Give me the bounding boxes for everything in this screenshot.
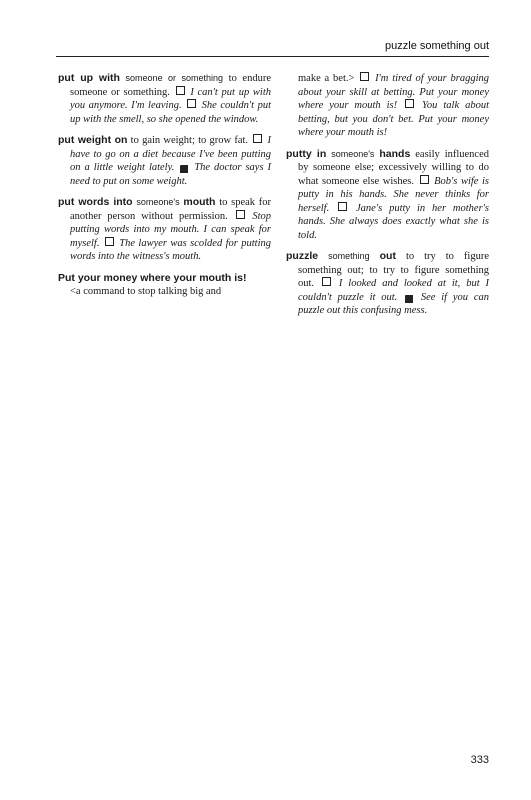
example-marker-icon: [405, 99, 414, 108]
headword: put up with: [58, 72, 120, 84]
example-marker-icon: [187, 99, 196, 108]
dictionary-entry: [286, 148, 489, 243]
example-marker-icon: [236, 210, 245, 219]
headword: out: [379, 250, 396, 262]
example-sentence: I can't put up with you anymore. I'm leaving.: [70, 86, 271, 111]
transformation-marker-icon: T: [180, 165, 188, 173]
definition: to try to figure something out; to try to figure something out.: [298, 251, 490, 289]
headword: putty in: [286, 147, 327, 160]
example-sentence: I have to go on a diet because I've been putting on a little weight lately.: [70, 135, 271, 173]
dictionary-entry-continued: [286, 72, 489, 140]
dictionary-entry: [58, 72, 271, 126]
example-sentence: Bob's wife is putty in his hands. She never thinks for herself.: [298, 175, 490, 214]
dictionary-entry: [58, 272, 271, 299]
example-marker-icon: [176, 86, 185, 95]
example-sentence: She couldn't put up with the smell, so she opened the window.: [70, 100, 272, 125]
example-marker-icon: [105, 237, 114, 246]
headword-variable: someone's: [331, 148, 375, 159]
headword: put weight on: [58, 134, 128, 146]
headword: put words into: [58, 196, 133, 208]
example-marker-icon: [360, 72, 369, 81]
headword-variable: someone or something: [125, 73, 224, 83]
example-sentence: You talk about betting, but you don't bet. Put your money where your mouth is!: [298, 100, 489, 138]
definition: to gain weight; to grow fat.: [127, 135, 249, 146]
example-sentence: The doctor says I need to put on some weight.: [70, 162, 272, 187]
headword: Put your money where your mouth is!: [58, 271, 247, 284]
example-sentence: Stop putting words into my mouth. I can speak for myself.: [70, 210, 271, 249]
definition: make a bet.>: [298, 73, 355, 84]
left-column: [58, 72, 271, 307]
header-rule: [56, 56, 489, 57]
example-sentence: The lawyer was scolded for putting words into the witness's mouth.: [70, 237, 272, 262]
example-marker-icon: [420, 175, 429, 184]
example-sentence: I'm tired of your bragging about your skill at betting. Put your money where your mouth is!: [298, 73, 490, 111]
definition: to endure someone or something.: [70, 73, 271, 98]
headword: hands: [379, 147, 411, 160]
example-sentence: See if you can puzzle out this confusing mess.: [298, 291, 490, 316]
headword: mouth: [183, 196, 216, 208]
headword-variable: someone's: [136, 197, 180, 207]
headword-variable: something: [328, 251, 370, 261]
definition: to speak for another person without permission.: [70, 197, 272, 222]
transformation-marker-icon: T: [405, 295, 413, 303]
example-sentence: I looked and looked at it, but I couldn't puzzle it out.: [298, 278, 490, 303]
example-marker-icon: [253, 134, 262, 143]
page-number: 333: [470, 754, 489, 766]
example-marker-icon: [322, 277, 331, 286]
dictionary-entry: [58, 134, 271, 188]
dictionary-entry: [58, 196, 271, 264]
running-head: puzzle something out: [385, 40, 489, 52]
definition: <a command to stop talking big and: [70, 286, 222, 297]
right-column: [286, 72, 489, 326]
headword: puzzle: [286, 250, 319, 262]
dictionary-entry: [286, 250, 489, 318]
example-marker-icon: [338, 202, 347, 211]
example-sentence: Jane's putty in her mother's hands. She always does exactly what she is told.: [298, 202, 490, 241]
definition: easily influenced by someone else; excessively willing to do what someone else wishes.: [298, 148, 490, 187]
